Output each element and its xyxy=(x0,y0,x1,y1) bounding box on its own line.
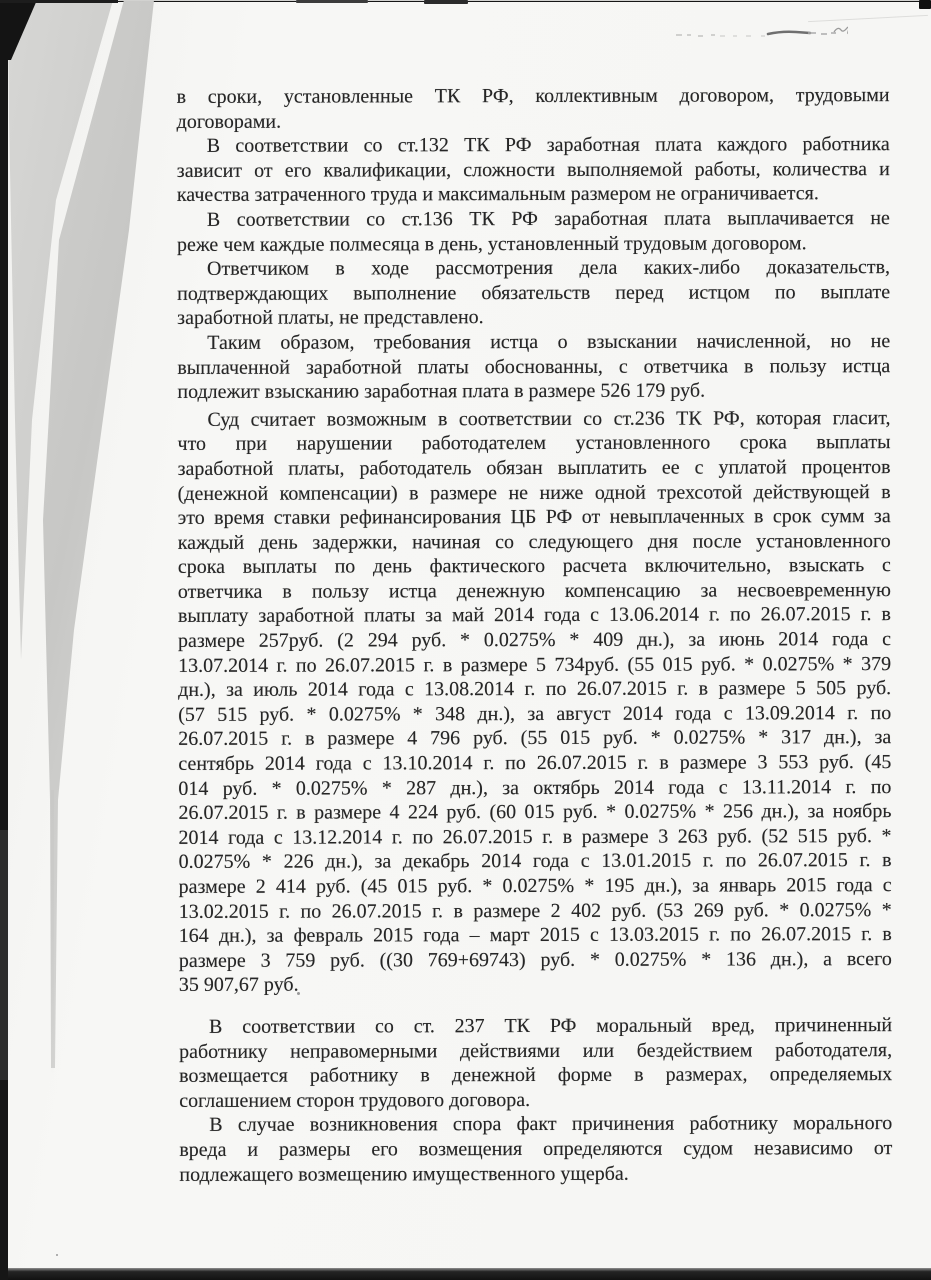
text-line: В случае возникновения спора факт причинения работнику морального xyxy=(209,1112,893,1137)
text-line: работнику неправомерными действиями или бездействием работодателя, xyxy=(179,1038,893,1063)
text-line: выплату заработной платы за май 2014 года с 13.06.2014 г. по 26.07.2015 г. в xyxy=(177,603,891,628)
scan-edge-artifact xyxy=(296,0,368,3)
text-line: В соответствии со ст.136 ТК РФ заработная плата выплачивается не xyxy=(206,207,890,231)
text-line: 35 907,67 руб. xyxy=(178,973,299,997)
text-line: договорами. xyxy=(176,110,282,133)
text-line: (57 515 руб. * 0.0275% * 348 дн.), за август 2014 года с 13.09.2014 г. по xyxy=(178,701,892,726)
fold-crease-line xyxy=(51,790,54,1080)
text-line: это время ставки рефинансирования ЦБ РФ от невыплаченных в срок сумм за xyxy=(177,505,891,530)
paragraph xyxy=(179,1111,892,1187)
text-line: что при нарушении работодателем установленного срока выплаты xyxy=(177,431,891,456)
scan-edge-artifact xyxy=(424,0,468,4)
text-line: размере 2 414 руб. (45 015 руб. * 0.0275% * 195 дн.), за январь 2015 года с xyxy=(178,874,892,898)
text-line: 014 руб. * 0.0275% * 287 дн.), за октябрь 2014 года с 13.11.2014 г. по xyxy=(178,775,892,800)
text-line: 0.0275% * 226 дн.), за декабрь 2014 года с 13.01.2015 г. по 26.07.2015 г. в xyxy=(178,849,892,874)
text-line: зависит от его квалификации, сложности выполняемой работы, количества и xyxy=(176,157,890,182)
text-line: 13.07.2014 г. по 26.07.2015 г. в размере 5 734руб. (55 015 руб. * 0.0275% * 379 xyxy=(178,652,892,677)
text-line: подлежащего возмещению имущественного ущерба. xyxy=(179,1162,629,1186)
paragraph xyxy=(177,255,890,331)
text-line: заработной платы, не представлено. xyxy=(177,306,484,330)
text-line: ответчика в пользу истца денежную компенсацию за несвоевременную xyxy=(177,578,891,603)
document-text xyxy=(177,83,893,1187)
text-line: дн.), за июль 2014 года с 13.08.2014 г. по 26.07.2015 г. в размере 5 505 руб. xyxy=(178,677,892,702)
text-line: (денежной компенсации) в размере не ниже одной трехсотой действующей в xyxy=(177,480,891,505)
scan-speck xyxy=(56,1254,58,1256)
scan-top-hairline xyxy=(8,0,931,1)
paragraph xyxy=(177,206,890,257)
text-line: выплаченной заработной платы обоснованны, с ответчика в пользу истца xyxy=(177,354,891,379)
text-line: заработной платы, работодатель обязан выплатить ее с уплатой процентов xyxy=(177,455,891,480)
paragraph xyxy=(177,329,890,405)
text-line: реже чем каждые полмесяца в день, установленный трудовым договором. xyxy=(176,231,807,256)
text-line: 2014 года с 13.12.2014 г. по 26.07.2015 г. в размере 3 263 руб. (52 515 руб. * xyxy=(178,824,892,849)
scan-edge-artifact xyxy=(919,0,931,9)
text-line: размере 3 759 руб. ((30 769+69743) руб. * 0.0275% * 136 дн.), а всего xyxy=(178,947,892,972)
text-line: вреда и размеры его возмещения определяются судом независимо от xyxy=(179,1137,893,1161)
text-line: подтверждающих выполнение обязательств перед истцом по выплате xyxy=(177,280,891,305)
scan-top-edge-dark xyxy=(0,0,118,3)
text-line: Суд считает возможным в соответствии со ст.236 ТК РФ, которая гласит, xyxy=(207,406,891,431)
text-line: В соответствии со ст. 237 ТК РФ моральный вред, причиненный xyxy=(208,1014,893,1038)
text-line: 26.07.2015 г. в размере 4 224 руб. (60 015 руб. * 0.0275% * 256 дн.), за ноябрь xyxy=(178,800,892,825)
text-line: качества затраченного труда и максимальным размером не ограничивается. xyxy=(176,182,819,207)
scanner-edge-band xyxy=(0,830,8,1080)
text-line: каждый день задержки, начиная со следующего дня после установленного xyxy=(177,529,891,554)
text-line: 164 дн.), за февраль 2015 года – март 2015 с 13.03.2015 г. по 26.07.2015 г. в xyxy=(178,923,892,948)
text-line: возмещается работнику в денежной форме в размерах, определяемых xyxy=(179,1063,893,1088)
text-line: 26.07.2015 г. в размере 4 796 руб. (55 015 руб. * 0.0275% * 317 дн.), за xyxy=(178,726,892,751)
text-line: Ответчиком в ходе рассмотрения дела каких-либо доказательств, xyxy=(207,256,891,281)
text-line: подлежит взысканию заработная плата в размере 526 179 руб. xyxy=(177,379,706,404)
scan-bottom-edge xyxy=(8,1268,931,1280)
text-line: В соответствии со ст.132 ТК РФ заработная плата каждого работника xyxy=(206,133,890,158)
text-line: сентябрь 2014 года с 13.10.2014 г. по 26.07.2015 г. в размере 3 553 руб. (45 xyxy=(178,751,892,775)
text-line: срока выплаты по день фактического расчета включительно, взыскать с xyxy=(177,554,891,579)
text-line: соглашением сторон трудового договора. xyxy=(179,1088,531,1112)
text-line: в сроки, установленные ТК РФ, коллективным договором, трудовыми xyxy=(176,84,890,108)
text-line: размере 257руб. (2 294 руб. * 0.0275% * 409 дн.), за июнь 2014 года с xyxy=(177,628,892,652)
pencil-scribble-mark xyxy=(608,20,848,48)
paragraph xyxy=(177,132,890,208)
text-line: 13.02.2015 г. по 26.07.2015 г. в размере 2 402 руб. (53 269 руб. * 0.0275% * xyxy=(178,898,892,923)
paragraph xyxy=(177,406,892,998)
paragraph xyxy=(177,83,890,134)
paragraph xyxy=(179,1013,892,1113)
text-line: Таким образом, требования истца о взыскании начисленной, но не xyxy=(207,330,891,354)
